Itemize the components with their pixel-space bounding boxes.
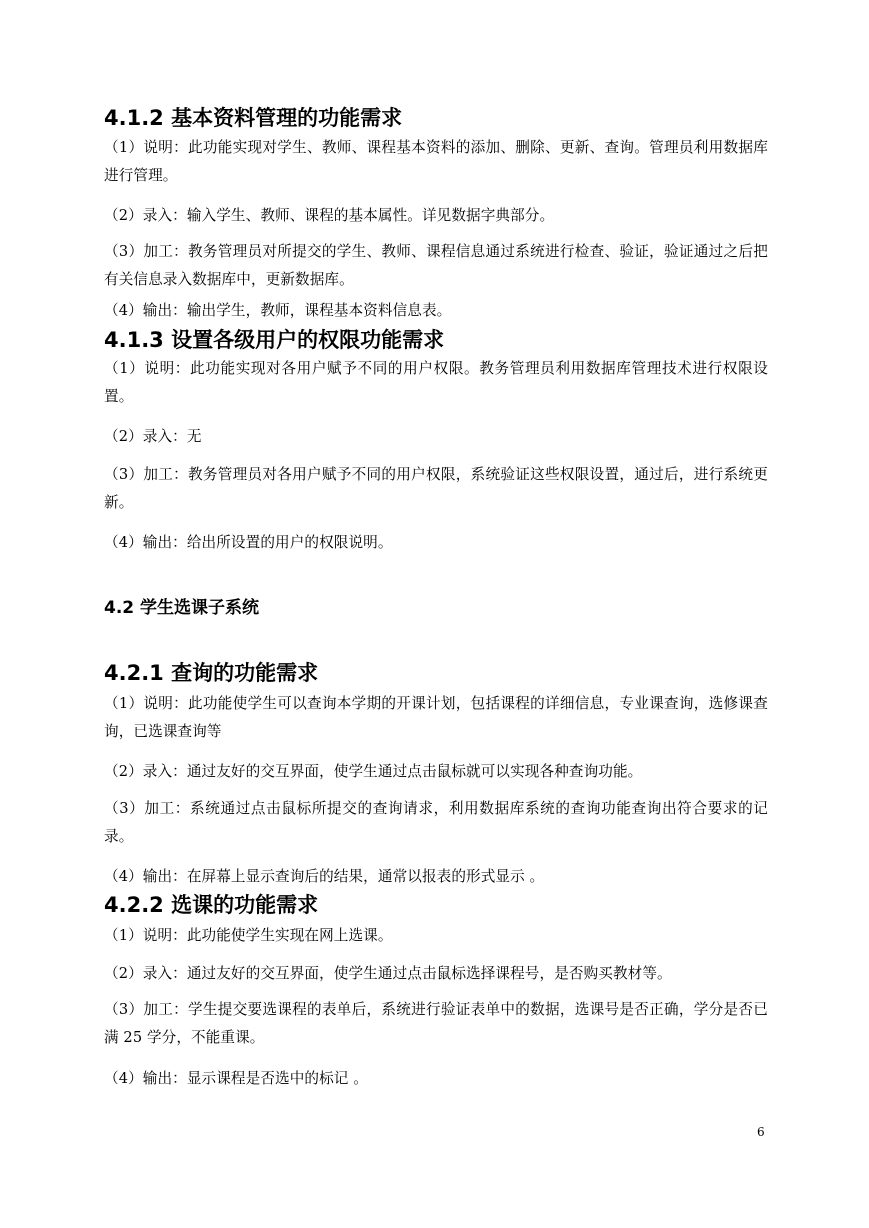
paragraph-4-2-2-output: （4）输出：显示课程是否选中的标记 。 [104,1070,368,1087]
page-number: 6 [757,1125,765,1139]
paragraph-4-2-1-output: （4）输出：在屏幕上显示查询后的结果，通常以报表的形式显示 。 [104,868,545,885]
heading-4-1-3: 4.1.3 设置各级用户的权限功能需求 [104,328,445,352]
paragraph-4-2-2-input: （2）录入：通过友好的交互界面，使学生通过点击鼠标选择课程号，是否购买教材等。 [104,965,672,982]
heading-4-2-1: 4.2.1 查询的功能需求 [104,661,319,685]
paragraph-4-1-2-output: （4）输出：输出学生，教师，课程基本资料信息表。 [104,302,452,319]
paragraph-4-1-2-processing: （3）加工：教务管理员对所提交的学生、教师、课程信息通过系统进行检查、验证，验证通过之后把有关信息录入数据库中，更新数据库。 [104,243,768,288]
paragraph-4-2-1-input: （2）录入：通过友好的交互界面，使学生通过点击鼠标就可以实现各种查询功能。 [104,763,643,780]
heading-4-1-2: 4.1.2 基本资料管理的功能需求 [104,106,403,130]
paragraph-4-1-3-input: （2）录入：无 [104,428,202,445]
paragraph-4-2-2-processing: （3）加工：学生提交要选课程的表单后，系统进行验证表单中的数据，选课号是否正确，学分是否已满 25 学分，不能重课。 [104,1001,768,1046]
paragraph-4-1-2-description: （1）说明：此功能实现对学生、教师、课程基本资料的添加、删除、更新、查询。管理员利用数据库进行管理。 [104,139,768,184]
heading-4-2-2: 4.2.2 选课的功能需求 [104,893,319,917]
paragraph-4-1-3-output: （4）输出：给出所设置的用户的权限说明。 [104,534,393,551]
paragraph-4-1-3-description: （1）说明：此功能实现对各用户赋予不同的用户权限。教务管理员利用数据库管理技术进行权限设置。 [104,360,768,405]
paragraph-4-1-2-input: （2）录入：输入学生、教师、课程的基本属性。详见数据字典部分。 [104,207,555,224]
paragraph-4-1-3-processing: （3）加工：教务管理员对各用户赋予不同的用户权限，系统验证这些权限设置，通过后，进行系统更新。 [104,466,768,511]
heading-4-2: 4.2 学生选课子系统 [104,598,260,618]
paragraph-4-2-2-description: （1）说明：此功能使学生实现在网上选课。 [104,927,393,944]
paragraph-4-2-1-description: （1）说明：此功能使学生可以查询本学期的开课计划，包括课程的详细信息，专业课查询，选修课查询，已选课查询等 [104,695,768,740]
paragraph-4-2-1-processing: （3）加工：系统通过点击鼠标所提交的查询请求，利用数据库系统的查询功能查询出符合要求的记录。 [104,800,768,845]
